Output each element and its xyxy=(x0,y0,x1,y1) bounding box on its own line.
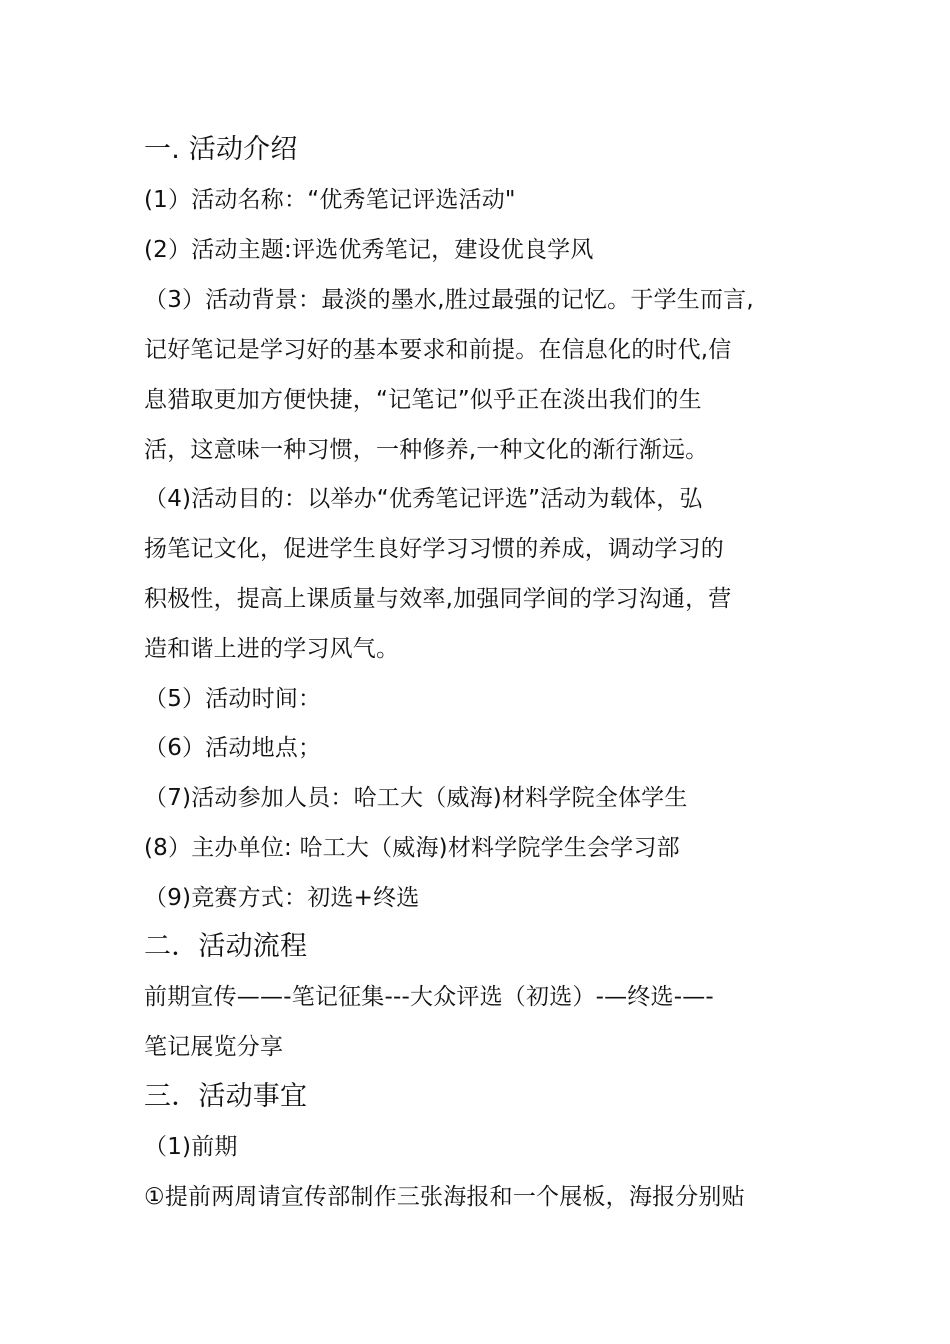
activity-purpose-line-4: 造和谐上进的学习风气。 xyxy=(144,636,400,662)
competition-format-line: （9)竞赛方式：初选+终选 xyxy=(144,885,420,911)
section-heading-process: 二．活动流程 xyxy=(144,931,308,962)
activity-location-line: （6）活动地点； xyxy=(144,735,322,761)
preliminary-step-1-line: ①提前两周请宣传部制作三张海报和一个展板，海报分别贴 xyxy=(144,1184,745,1210)
activity-name-line: (1）活动名称：“优秀笔记评选活动" xyxy=(144,187,516,213)
activity-background-line-1: （3）活动背景：最淡的墨水,胜过最强的记忆。于学生而言, xyxy=(144,287,754,313)
activity-purpose-line-2: 扬笔记文化，促进学生良好学习习惯的养成，调动学习的 xyxy=(144,536,724,562)
process-flow-line-1: 前期宣传——-笔记征集---大众评选（初选）-—终选-—- xyxy=(144,984,714,1010)
activity-purpose-line-3: 积极性，提高上课质量与效率,加强同学间的学习沟通，营 xyxy=(144,586,732,612)
activity-background-line-2: 记好笔记是学习好的基本要求和前提。在信息化的时代,信 xyxy=(144,337,732,363)
section-heading-intro: 一. 活动介绍 xyxy=(144,134,298,165)
activity-theme-line: (2）活动主题:评选优秀笔记，建设优良学风 xyxy=(144,237,594,263)
activity-background-line-4: 活，这意味一种习惯，一种修养,一种文化的渐行渐远。 xyxy=(144,437,709,463)
activity-background-line-3: 息猎取更加方便快捷，“记笔记”似乎正在淡出我们的生 xyxy=(144,387,702,413)
section-heading-matters: 三．活动事宜 xyxy=(144,1081,308,1112)
activity-time-line: （5）活动时间： xyxy=(144,686,322,712)
activity-purpose-line-1: （4)活动目的：以举办“优秀笔记评选”活动为载体，弘 xyxy=(144,486,703,512)
activity-organizer-line: (8）主办单位: 哈工大（威海)材料学院学生会学习部 xyxy=(144,835,680,861)
preliminary-stage-line: （1)前期 xyxy=(144,1134,238,1160)
activity-participants-line: （7)活动参加人员：哈工大（威海)材料学院全体学生 xyxy=(144,785,688,811)
process-flow-line-2: 笔记展览分享 xyxy=(144,1034,284,1060)
